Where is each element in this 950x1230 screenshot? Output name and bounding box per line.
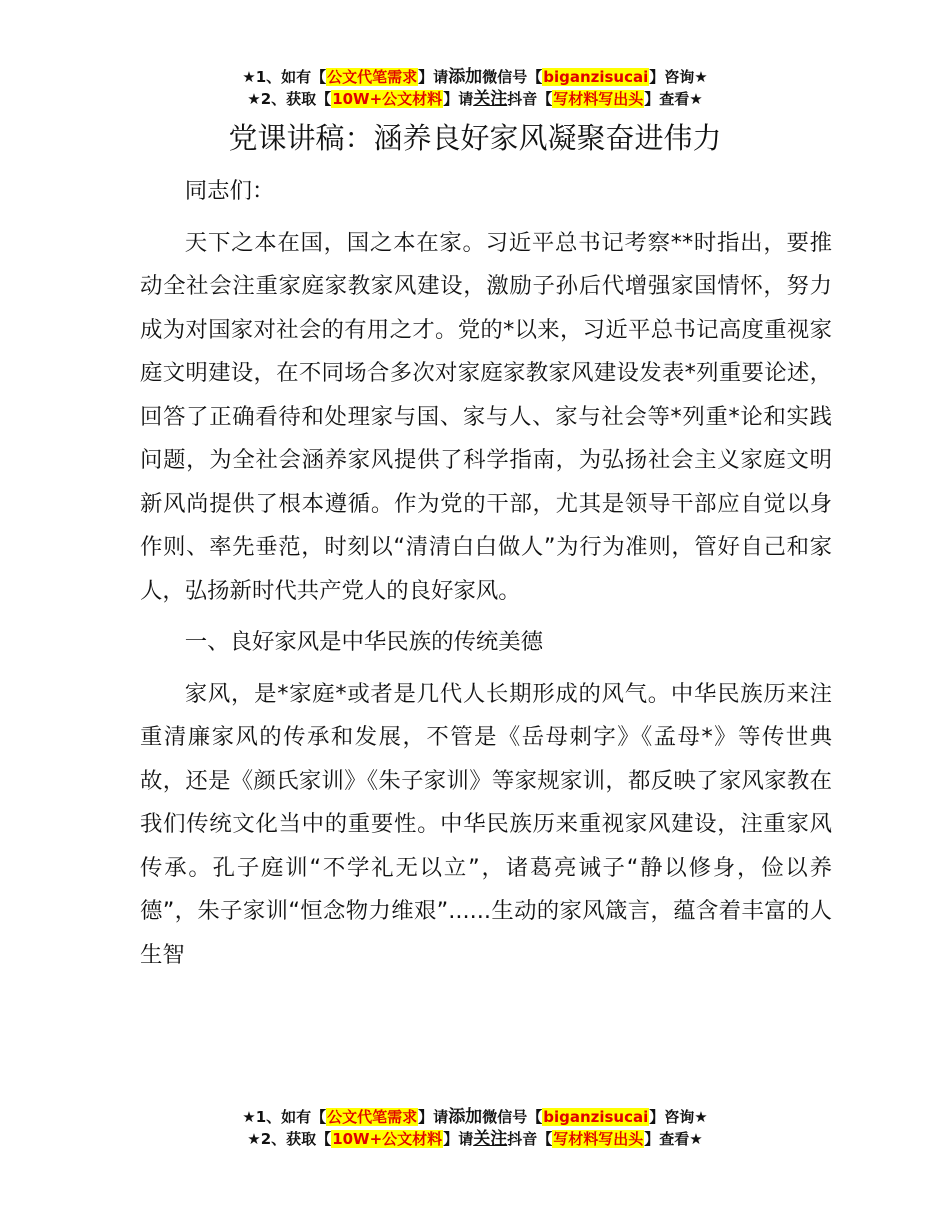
banner-text: 关注	[473, 89, 508, 109]
banner-text: ★2、获取【	[247, 1130, 332, 1148]
banner-line-2	[0, 88, 950, 110]
banner-text: 】请	[443, 90, 474, 108]
banner-line-1	[0, 66, 950, 88]
banner-text: 】请	[418, 68, 449, 86]
highlight-douyin-id: 写材料写出头	[553, 90, 644, 108]
banner-text: 抖音【	[507, 90, 553, 108]
banner-text: ★1、如有【	[242, 1108, 327, 1126]
banner-text: 】请	[418, 1108, 449, 1126]
banner-text: 】查看★	[644, 90, 703, 108]
highlight-materials: 10W+公文材料	[332, 90, 443, 108]
section-heading: 一、良好家风是中华民族的传统美德	[184, 629, 544, 655]
salutation: 同志们：	[184, 178, 275, 204]
banner-text: 添加	[448, 1107, 483, 1127]
highlight-douyin-id: 写材料写出头	[553, 1130, 644, 1148]
header-banner	[0, 66, 950, 110]
banner-text: 抖音【	[507, 1130, 553, 1148]
highlight-wechat-id: biganzisucai	[543, 1108, 649, 1126]
paragraph: 家风，是*家庭*或者是几代人长期形成的风气。中华民族历来注重清廉家风的传承和发展，不管是《岳母刺字》《孟母*》等传世典故，还是《颜氏家训》《朱子家训》等家规家训，都反映了家风家教在我们传统文化当中的重要性。中华民族历来重视家风建设，注重家风传承。孔子庭训“不学礼无以立”，诸葛亮诫子“静以修身，俭以养德”，朱子家训“恒念物力维艰”......生动的家风箴言，蕴含着丰富的人生智	[140, 680, 832, 968]
banner-line-2	[0, 1128, 950, 1150]
banner-text: 关注	[473, 1129, 508, 1149]
banner-line-1	[0, 1106, 950, 1128]
banner-text: 微信号【	[482, 1108, 543, 1126]
banner-text: ★1、如有【	[242, 68, 327, 86]
banner-text: 】咨询★	[649, 68, 708, 86]
banner-text: ★2、获取【	[247, 90, 332, 108]
banner-text: 】查看★	[644, 1130, 703, 1148]
highlight-ghostwriting: 公文代笔需求	[327, 68, 418, 86]
banner-text: 】咨询★	[649, 1108, 708, 1126]
highlight-materials: 10W+公文材料	[332, 1130, 443, 1148]
footer-banner	[0, 1106, 950, 1150]
banner-text: 】请	[443, 1130, 474, 1148]
document-title: 党课讲稿：涵养良好家风凝聚奋进伟力	[228, 121, 722, 155]
document-body	[140, 170, 832, 977]
highlight-wechat-id: biganzisucai	[543, 68, 649, 86]
highlight-ghostwriting: 公文代笔需求	[327, 1108, 418, 1126]
banner-text: 添加	[448, 67, 483, 87]
paragraph: 天下之本在国，国之本在家。习近平总书记考察**时指出，要推动全社会注重家庭家教家风建设，激励子孙后代增强家国情怀，努力成为对国家对社会的有用之才。党的*以来，习近平总书记高度重视家庭文明建设，在不同场合多次对家庭家教家风建设发表*列重要论述，回答了正确看待和处理家与国、家与人、家与社会等*列重*论和实践问题，为全社会涵养家风提供了科学指南，为弘扬社会主义家庭文明新风尚提供了根本遵循。作为党的干部，尤其是领导干部应自觉以身作则、率先垂范，时刻以“清清白白做人”为行为准则，管好自己和家人，弘扬新时代共产党人的良好家风。	[140, 229, 832, 604]
banner-text: 微信号【	[482, 68, 543, 86]
